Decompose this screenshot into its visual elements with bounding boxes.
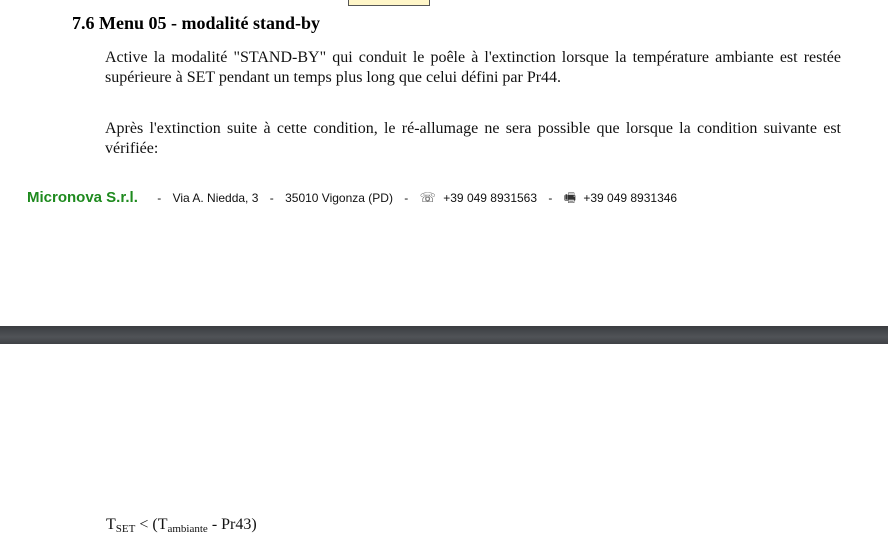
formula-ambiante-subscript: ambiante bbox=[167, 523, 208, 535]
document-page-2 bbox=[0, 344, 888, 553]
phone-icon: ☏ bbox=[419, 190, 436, 205]
footer-phone: +39 049 8931563 bbox=[443, 191, 538, 205]
formula-set-subscript: SET bbox=[115, 523, 136, 535]
footer-separator: - bbox=[548, 191, 553, 205]
paragraph-standby-description: Active la modalité "STAND-BY" qui conduit le poêle à l'extinction lorsque la température ambiante est restée supérieure à SET pendant un temps plus long que celui défini par Pr44. bbox=[105, 49, 841, 86]
footer-separator: - bbox=[404, 191, 409, 205]
company-name: Micronova S.r.l. bbox=[27, 189, 138, 206]
relighting-formula bbox=[106, 516, 257, 535]
formula-operator: < ( bbox=[135, 516, 158, 533]
footer-city: 35010 Vigonza (PD) bbox=[285, 191, 393, 205]
page-footer bbox=[27, 189, 677, 211]
header-box-decoration bbox=[348, 0, 430, 6]
footer-fax: +39 049 8931346 bbox=[583, 191, 678, 205]
footer-separator: - bbox=[157, 191, 162, 205]
section-title: 7.6 Menu 05 - modalité stand-by bbox=[72, 13, 321, 33]
page-separator-bar bbox=[0, 326, 888, 344]
formula-t-set: T bbox=[106, 516, 116, 533]
paragraph-relighting-condition: Après l'extinction suite à cette condition, le ré-allumage ne sera possible que lorsque la condition suivante est vérifiée: bbox=[105, 120, 841, 157]
fax-icon: 🖷 bbox=[563, 190, 576, 205]
footer-separator: - bbox=[269, 191, 274, 205]
formula-rest: - Pr43) bbox=[207, 516, 257, 533]
formula-t-ambiante: T bbox=[157, 516, 168, 533]
footer-address: Via A. Niedda, 3 bbox=[172, 191, 259, 205]
